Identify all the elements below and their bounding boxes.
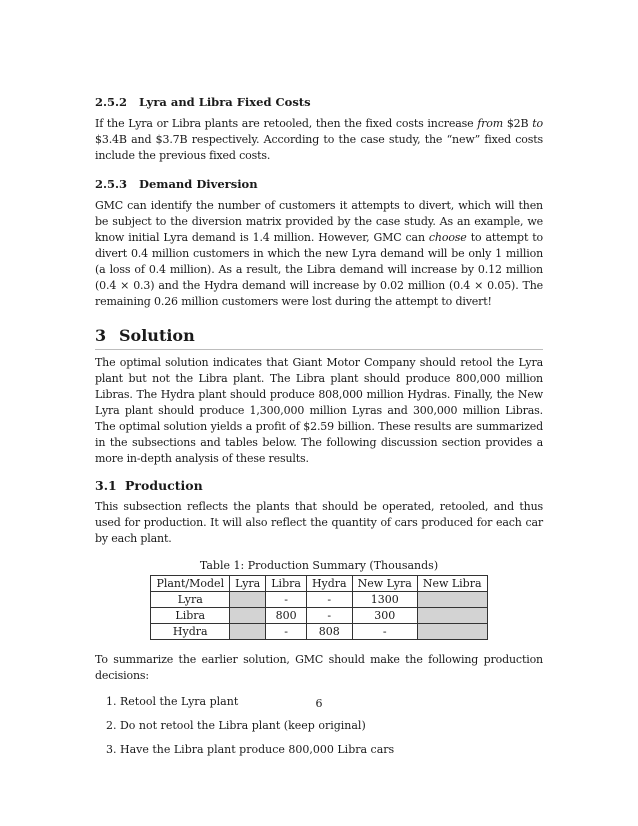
subsection-heading-fixed-costs bbox=[95, 94, 543, 110]
subsection-title: Production bbox=[125, 478, 203, 493]
table-cell-shaded bbox=[230, 608, 266, 624]
column-header: New Libra bbox=[417, 576, 487, 592]
table-cell: 300 bbox=[352, 608, 417, 624]
table-cell-shaded bbox=[230, 624, 266, 640]
emphasis-from: from bbox=[477, 117, 504, 130]
list-item: 3. Have the Libra plant produce 800,000 Libra cars bbox=[106, 743, 395, 756]
column-header: Hydra bbox=[306, 576, 352, 592]
table-header-row bbox=[151, 576, 487, 592]
section-number: 3 bbox=[95, 326, 107, 345]
production-summary-table bbox=[150, 575, 487, 640]
paragraph-fixed-costs bbox=[95, 116, 543, 164]
table-cell: - bbox=[306, 592, 352, 608]
table-cell: 1300 bbox=[352, 592, 417, 608]
paragraph-solution: The optimal solution indicates that Giant Motor Company should retool the Lyra plant but not the Libra plant. The Libra plant should produce 800,000 million Libras. The Hydra plant should produce 808,000 million Hydras. Finally, the New Lyra plant should produce 1,300,000 million Lyras and 300,000 million Libras. The optimal solution yields a profit of $2.59 billion. These results are summarized in the subsections and tables below. The following discussion section provides a more in-depth analysis of these results. bbox=[95, 356, 543, 465]
table-cell-shaded bbox=[230, 592, 266, 608]
paragraph-summary: To summarize the earlier solution, GMC should make the following production decisions: bbox=[95, 653, 543, 682]
text-run: $2B bbox=[503, 117, 533, 130]
page-number: 6 bbox=[315, 697, 323, 710]
table-row bbox=[151, 592, 487, 608]
list-item: 1. Retool the Lyra plant bbox=[106, 695, 239, 708]
page-content bbox=[95, 94, 543, 766]
text-run: GMC can identify the number of customers it attempts to divert, which will then be subject to the diversion matrix provided by the case study. As an example, we know initial Lyra demand is 1.4 million. However, GMC can bbox=[95, 199, 543, 244]
subsection-heading-demand-diversion bbox=[95, 176, 543, 192]
column-header: New Lyra bbox=[352, 576, 417, 592]
subsection-title: Demand Diversion bbox=[139, 177, 258, 191]
section-title: Solution bbox=[119, 326, 195, 345]
table-cell-shaded bbox=[417, 608, 487, 624]
paragraph-demand-diversion bbox=[95, 198, 543, 310]
emphasis-to: to bbox=[532, 117, 543, 130]
table-cell: Hydra bbox=[151, 624, 230, 640]
table-cell: Lyra bbox=[151, 592, 230, 608]
emphasis-choose: choose bbox=[428, 231, 467, 244]
subsection-number: 2.5.2 bbox=[95, 95, 128, 109]
table-cell: - bbox=[306, 608, 352, 624]
table-cell-shaded bbox=[417, 624, 487, 640]
table-row bbox=[151, 608, 487, 624]
paragraph-production: This subsection reflects the plants that should be operated, retooled, and thus used for production. It will also reflect the quantity of cars produced for each car by each plant. bbox=[95, 500, 543, 545]
subsection-heading-production bbox=[95, 477, 543, 495]
subsection-number: 3.1 bbox=[95, 478, 117, 493]
text-run: to attempt to divert 0.4 million customers in which the new Lyra demand will be only 1 million (a loss of 0.4 million). As a result, the Libra demand will increase by 0.12 million (0.4 × 0.3) and the Hydra demand will increase by 0.02 million (0.4 × 0.05). The remaining 0.26 million customers were lost during the attempt to divert! bbox=[95, 231, 543, 308]
column-header: Plant/Model bbox=[151, 576, 230, 592]
table-row bbox=[151, 624, 487, 640]
table-cell: 808 bbox=[306, 624, 352, 640]
table-cell: - bbox=[266, 592, 307, 608]
column-header: Libra bbox=[266, 576, 307, 592]
column-header: Lyra bbox=[230, 576, 266, 592]
text-run: $3.4B and $3.7B respectively. According to the case study, the “new” fixed costs include the previous fixed costs. bbox=[95, 133, 543, 162]
table-cell: - bbox=[352, 624, 417, 640]
table-cell-shaded bbox=[417, 592, 487, 608]
table-cell: 800 bbox=[266, 608, 307, 624]
text-run: If the Lyra or Libra plants are retooled, then the fixed costs increase bbox=[95, 117, 478, 130]
subsection-title: Lyra and Libra Fixed Costs bbox=[139, 95, 311, 109]
table-cell: Libra bbox=[151, 608, 230, 624]
section-heading-solution bbox=[95, 326, 543, 350]
subsection-number: 2.5.3 bbox=[95, 177, 128, 191]
table-caption: Table 1: Production Summary (Thousands) bbox=[199, 559, 439, 572]
list-item: 2. Do not retool the Libra plant (keep original) bbox=[106, 719, 366, 732]
table-cell: - bbox=[266, 624, 307, 640]
